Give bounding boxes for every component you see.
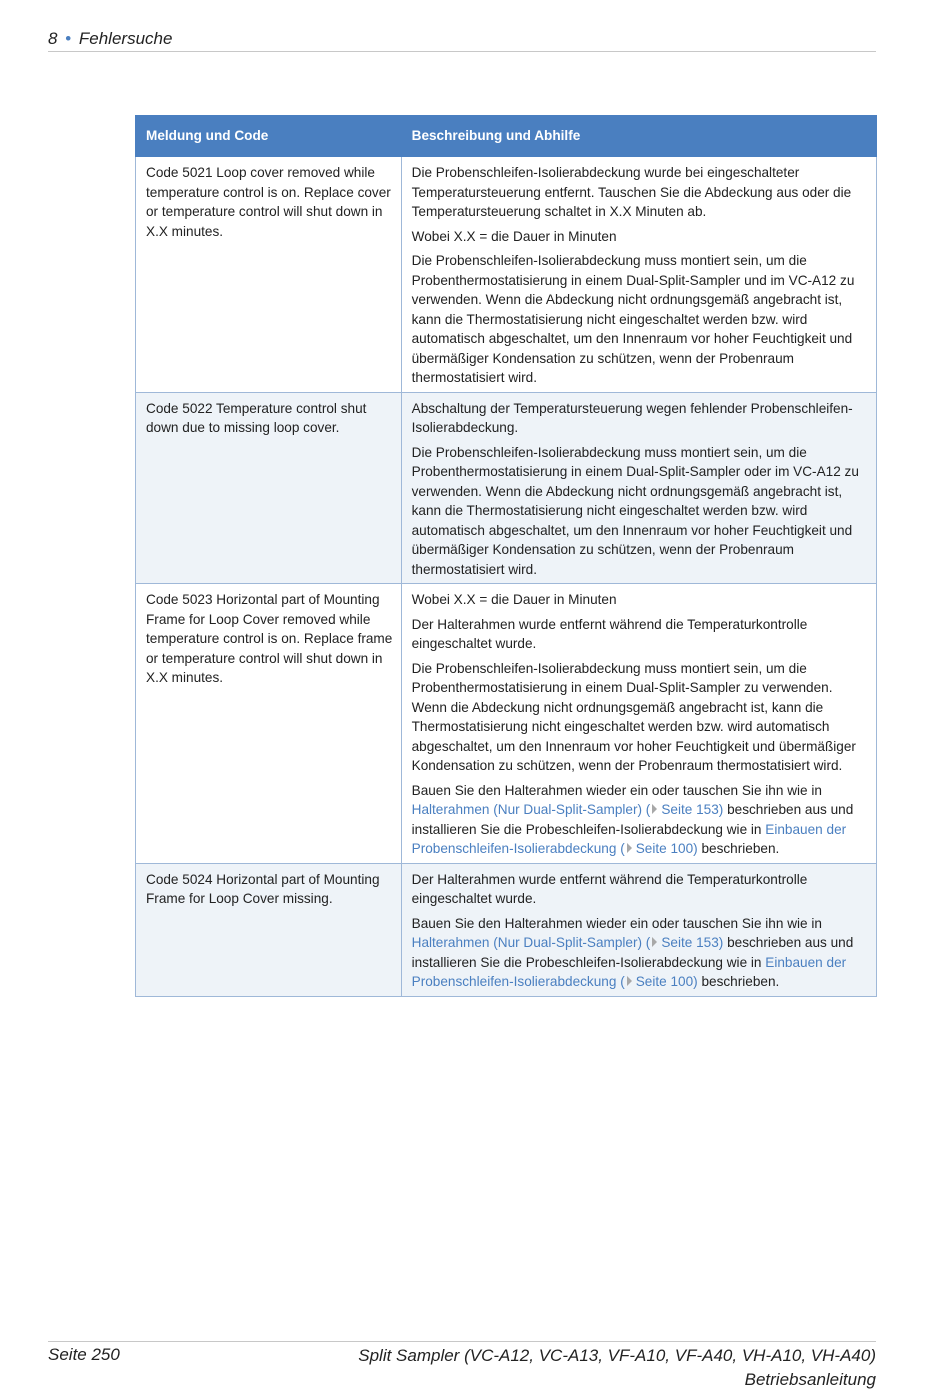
arrow-right-icon (652, 937, 657, 947)
link-text: Halterahmen (Nur Dual-Split-Sampler) ( (411, 935, 651, 950)
description-paragraph: Der Halterahmen wurde entfernt während die Temperaturkontrolle eingeschaltet wurde. (411, 871, 808, 906)
code-text: Code 5023 Horizontal part of Mounting Frame for Loop Cover removed while temperature control is on. Replace frame or temperature control will shut down in X.X minutes. (146, 592, 393, 685)
link-text: Halterahmen (Nur Dual-Split-Sampler) ( (411, 802, 651, 817)
table-row (136, 157, 877, 393)
code-text: Code 5024 Horizontal part of Mounting Frame for Loop Cover missing. (146, 871, 380, 906)
code-cell (136, 863, 402, 996)
page-header (48, 28, 876, 52)
document-title-line1: Split Sampler (VC-A12, VC-A13, VF-A10, VF-A40, VH-A10, VH-A40) (358, 1346, 876, 1365)
bullet-icon: • (65, 29, 72, 48)
description-cell (401, 157, 876, 393)
description-paragraph: Wobei X.X = die Dauer in Minuten (411, 592, 617, 607)
code-cell (136, 392, 402, 584)
chapter-title: Fehlersuche (78, 29, 173, 48)
description-paragraph (412, 914, 868, 992)
link-page: Seite 100) (635, 974, 698, 989)
link-halterahmen[interactable] (412, 802, 724, 817)
chapter-header (48, 29, 172, 48)
table-row (136, 863, 877, 996)
text-fragment: Bauen Sie den Halterahmen wieder ein oder tauschen Sie ihn wie in (411, 782, 822, 798)
description-cell (401, 863, 876, 996)
arrow-right-icon (627, 976, 632, 986)
column-header-message: Meldung und Code (136, 116, 402, 157)
description-paragraph: Die Probenschleifen-Isolierabdeckung muss montiert sein, um die Probenthermostatisierung in einem Dual-Split-Sampler oder im VC-A12 zu verwenden. Wenn die Abdeckung nicht ordnungsgemäß angebracht ist, kann die Thermostatisierung nicht eingeschaltet werden bzw. wird automatisch abgeschaltet, um den Innenraum vor hoher Feuchtigkeit und übermäßiger Kondensation zu schützen, wenn der Probenraum thermostatisiert wird. (411, 444, 859, 577)
table-row (136, 392, 877, 584)
text-fragment: beschrieben aus und installieren Sie die Probeschleifen-Isolierabdeckung wie in (411, 802, 854, 837)
link-page: Seite 153) (661, 935, 724, 950)
text-fragment: beschrieben aus und installieren Sie die Probeschleifen-Isolierabdeckung wie in (411, 935, 854, 970)
arrow-right-icon (652, 804, 657, 814)
arrow-right-icon (627, 843, 632, 853)
text-fragment: beschrieben. (701, 974, 780, 989)
text-fragment: Bauen Sie den Halterahmen wieder ein oder tauschen Sie ihn wie in (411, 915, 822, 931)
link-page: Seite 153) (661, 802, 724, 817)
description-paragraph: Die Probenschleifen-Isolierabdeckung muss montiert sein, um die Probenthermostatisierung in einem Dual-Split-Sampler zu verwenden. Wenn die Abdeckung nicht ordnungsgemäß angebracht ist, kann die Thermostatisierung nicht eingeschaltet werden bzw. wird automatisch abgeschaltet, um den Innenraum vor hoher Feuchtigkeit und übermäßiger Kondensation zu schützen, wenn der Probenraum thermostatisiert wird. (411, 660, 856, 773)
description-cell (401, 584, 876, 864)
chapter-number: 8 (48, 29, 58, 48)
description-cell (401, 392, 876, 584)
description-paragraph: Abschaltung der Temperatursteuerung wegen fehlender Probenschleifen-Isolierabdeckung. (411, 400, 853, 435)
table-row (136, 584, 877, 864)
link-text: Einbauen der Probenschleifen-Isolierabdeckung ( (411, 821, 847, 856)
column-header-description: Beschreibung und Abhilfe (401, 116, 876, 157)
description-paragraph: Der Halterahmen wurde entfernt während die Temperaturkontrolle eingeschaltet wurde. (411, 616, 808, 651)
link-text: Einbauen der Probenschleifen-Isolierabdeckung ( (411, 954, 847, 989)
page-number: Seite 250 (48, 1345, 120, 1364)
code-text: Code 5022 Temperature control shut down due to missing loop cover. (146, 400, 367, 435)
description-paragraph: Wobei X.X = die Dauer in Minuten (411, 228, 617, 244)
description-paragraph (412, 781, 868, 859)
description-paragraph: Die Probenschleifen-Isolierabdeckung wurde bei eingeschalteter Temperatursteuerung entfernt. Tauschen Sie die Abdeckung aus oder die Temperatursteuerung schaltet in X.X Minuten ab. (411, 165, 852, 219)
code-text: Code 5021 Loop cover removed while temperature control is on. Replace cover or temperature control will shut down in X.X minutes. (146, 165, 391, 239)
text-fragment: beschrieben. (701, 841, 780, 856)
code-cell (136, 157, 402, 393)
description-paragraph: Die Probenschleifen-Isolierabdeckung muss montiert sein, um die Probenthermostatisierung in einem Dual-Split-Sampler und im VC-A12 zu verwenden. Wenn die Abdeckung nicht ordnungsgemäß angebracht ist, kann die Thermostatisierung nicht eingeschaltet werden bzw. wird automatisch abgeschaltet, um den Innenraum vor hoher Feuchtigkeit und übermäßiger Kondensation zu schützen, wenn der Probenraum thermostatisiert wird. (411, 253, 855, 385)
document-title-line2: Betriebsanleitung (744, 1370, 876, 1389)
code-cell (136, 584, 402, 864)
error-code-table (135, 115, 877, 997)
footer-divider (48, 1341, 876, 1342)
link-page: Seite 100) (635, 841, 698, 856)
link-halterahmen[interactable] (412, 935, 724, 950)
table-header-row (136, 116, 877, 157)
document-title (358, 1344, 876, 1389)
